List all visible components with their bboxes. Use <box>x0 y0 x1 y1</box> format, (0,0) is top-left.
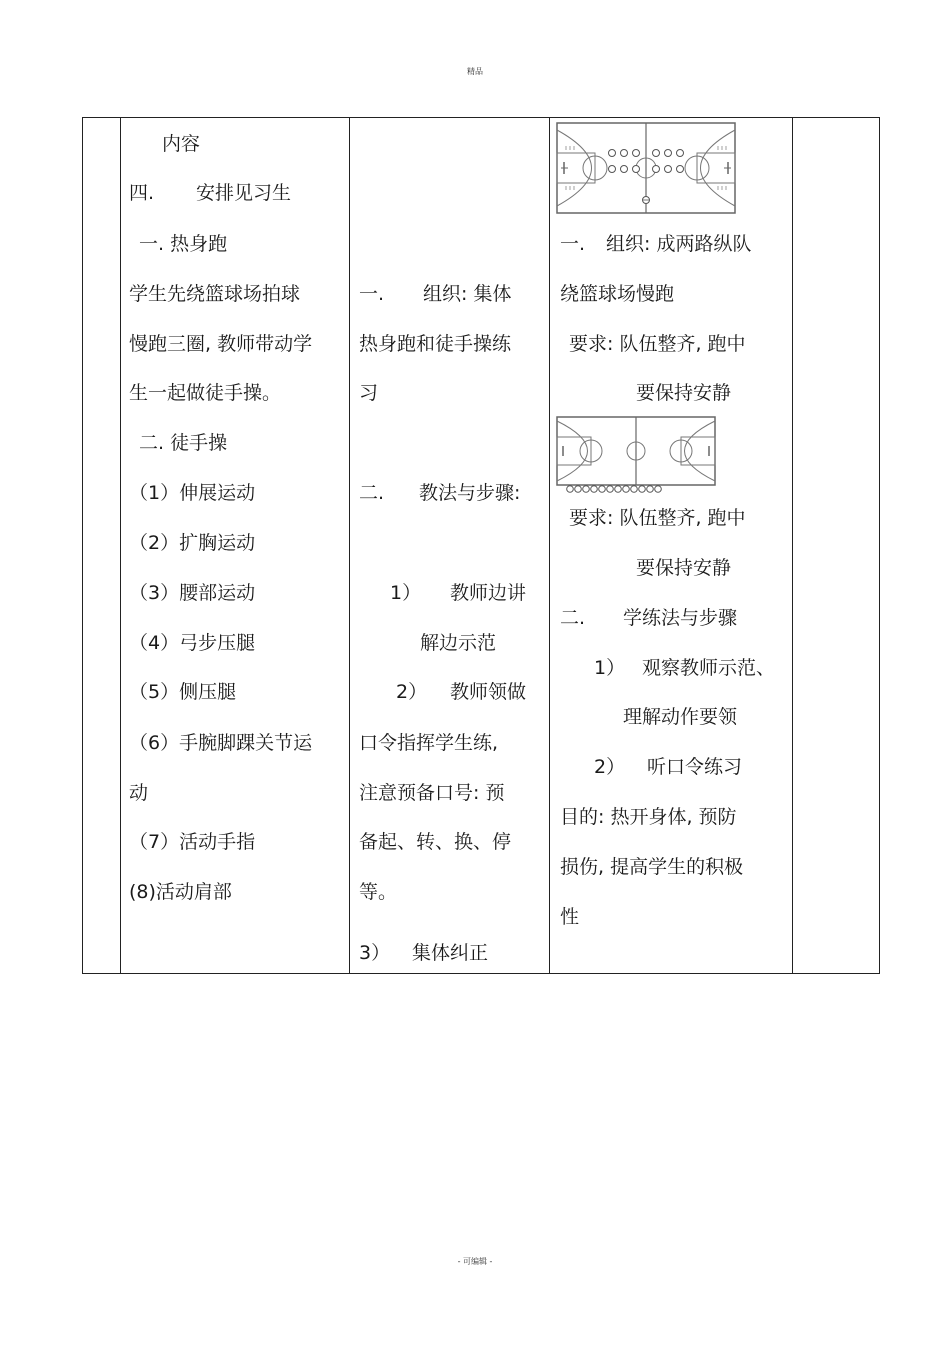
content-line: 慢跑三圈, 教师带动学 <box>129 333 313 355</box>
content-item: 安排见习生 <box>196 182 292 204</box>
method-line: 等。 <box>359 881 398 903</box>
basketball-court-diagram-1 <box>556 122 736 214</box>
page-footer: - 可编辑 - <box>457 1257 493 1266</box>
method-line: 口令指挥学生练, <box>359 732 499 754</box>
org-line: 目的: 热开身体, 预防 <box>560 806 737 828</box>
content-list-item: （6）手腕脚踝关节运 <box>129 732 313 754</box>
org-number: 一. <box>560 233 586 255</box>
method-number: 二. <box>359 482 385 504</box>
method-cell <box>350 118 550 974</box>
content-list-item: （1）伸展运动 <box>129 482 256 504</box>
content-section-title: 一. 热身跑 <box>139 233 228 255</box>
method-line: 教师领做 <box>450 681 527 703</box>
content-heading: 内容 <box>162 133 201 155</box>
org-line: 理解动作要领 <box>623 706 738 728</box>
content-list-item: （4）弓步压腿 <box>129 632 256 654</box>
content-line: 生一起做徒手操。 <box>129 382 282 404</box>
page-header: 精品 <box>467 67 483 76</box>
content-cell <box>121 118 350 974</box>
org-line: 观察教师示范、 <box>642 657 776 679</box>
org-line: 要求: 队伍整齐, 跑中 <box>569 333 746 355</box>
method-line: 注意预备口号: 预 <box>359 782 505 804</box>
org-step-number: 1） <box>594 657 626 679</box>
content-list-item: 动 <box>129 782 149 804</box>
organization-cell <box>550 118 793 974</box>
content-list-item: （3）腰部运动 <box>129 582 256 604</box>
content-list-item: （7）活动手指 <box>129 831 256 853</box>
content-item-number: 四. <box>129 182 155 204</box>
blank-left-cell <box>83 118 121 974</box>
blank-right-cell <box>793 118 880 974</box>
org-line: 听口令练习 <box>647 756 743 778</box>
org-line: 要求: 队伍整齐, 跑中 <box>569 507 746 529</box>
org-number: 二. <box>560 607 586 629</box>
org-line: 绕篮球场慢跑 <box>560 283 675 305</box>
method-number: 一. <box>359 283 385 305</box>
content-list-item: （5）侧压腿 <box>129 681 237 703</box>
method-line: 解边示范 <box>420 632 497 654</box>
org-line: 学练法与步骤 <box>623 607 738 629</box>
method-step-number: 1） <box>390 582 422 604</box>
lesson-plan-table <box>82 117 880 974</box>
method-line: 集体纠正 <box>412 942 489 964</box>
org-line: 要保持安静 <box>636 557 732 579</box>
method-line: 习 <box>359 382 379 404</box>
method-step-number: 2） <box>396 681 428 703</box>
org-line: 性 <box>560 906 580 928</box>
basketball-court-diagram-2 <box>556 416 716 494</box>
method-step-number: 3） <box>359 942 391 964</box>
content-section-title: 二. 徒手操 <box>139 432 228 454</box>
org-step-number: 2） <box>594 756 626 778</box>
content-line: 学生先绕篮球场拍球 <box>129 283 301 305</box>
method-line: 教法与步骤: <box>419 482 521 504</box>
org-line: 要保持安静 <box>636 382 732 404</box>
method-line: 热身跑和徒手操练 <box>359 333 512 355</box>
org-line: 组织: 成两路纵队 <box>606 233 752 255</box>
method-line: 组织: 集体 <box>423 283 512 305</box>
method-line: 教师边讲 <box>450 582 527 604</box>
content-list-item: (8)活动肩部 <box>129 881 232 903</box>
org-line: 损伤, 提高学生的积极 <box>560 856 744 878</box>
method-line: 备起、转、换、停 <box>359 831 512 853</box>
content-list-item: （2）扩胸运动 <box>129 532 256 554</box>
